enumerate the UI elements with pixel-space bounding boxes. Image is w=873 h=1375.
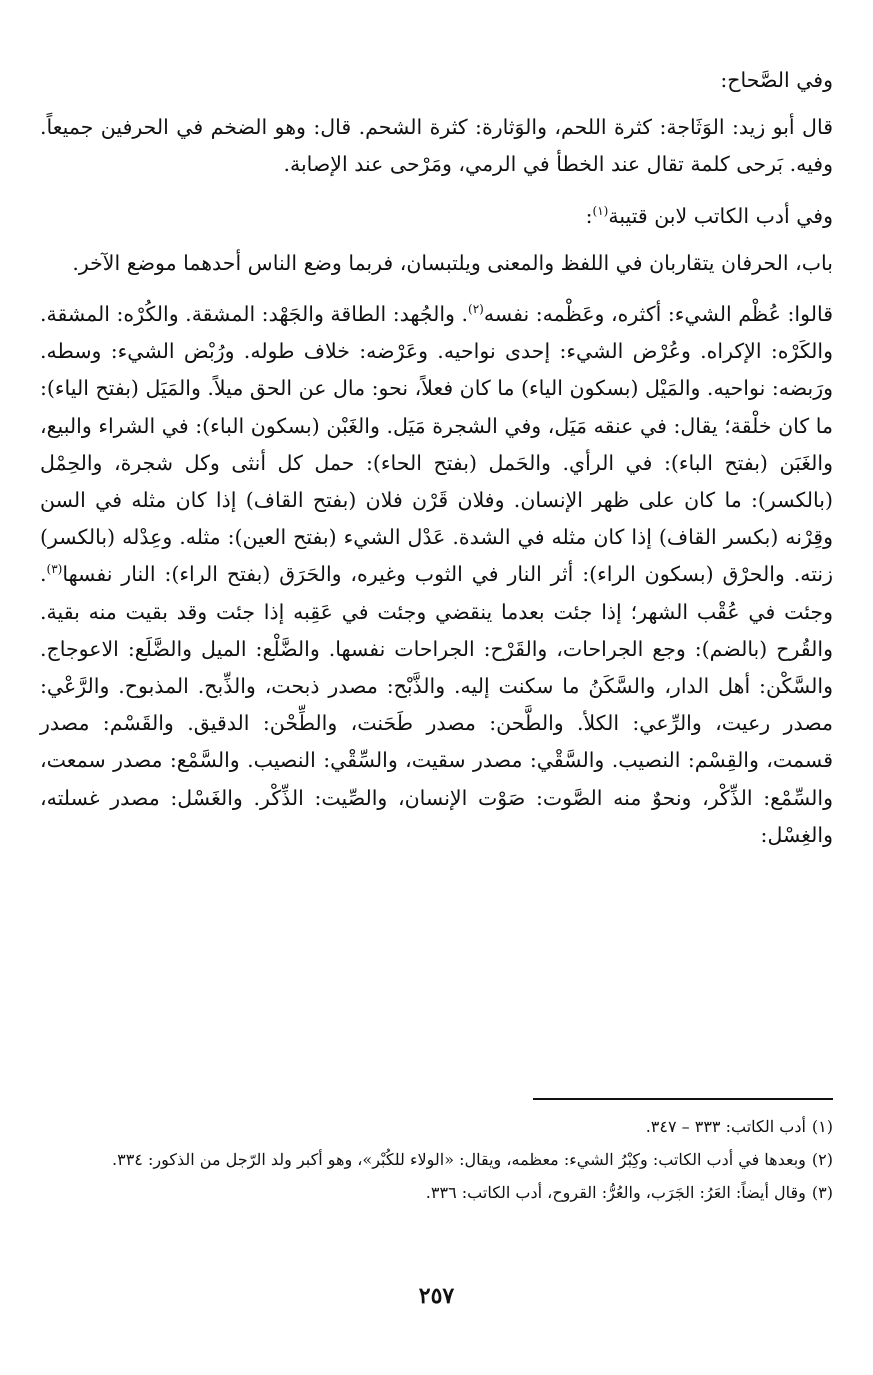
footnote-number: (١) (811, 1117, 833, 1136)
paragraph-sihah-heading: وفي الصَّحاح: (720, 68, 833, 92)
footnote-1 (40, 1112, 833, 1141)
footnote-number: (٢) (811, 1150, 833, 1169)
footnotes (40, 1112, 833, 1211)
definitions-part-1: قالوا: عُظْم الشيء: أكثره، وعَظْمه: نفسه (483, 302, 834, 327)
paragraph-abu-zayd: قال أبو زيد: الوَثَاجة: كثرة اللحم، والوَثارة: كثرة الشحم. قال: وهو الضخم في الحرفين جميعاً. وفيه. بَرحى كلمة تقال عند الخطأ في الرمي، ومَرْحى عند الإصابة. (40, 115, 833, 177)
footnote-ref-1: (١) (592, 203, 609, 218)
footnote-3 (40, 1178, 833, 1207)
footnote-text: أدب الكاتب: ٣٣٣ – ٣٤٧. (645, 1117, 806, 1136)
footnote-text: وبعدها في أدب الكاتب: وكِبْرُ الشيء: معظمه، ويقال: «الولاء للكُبْر»، وهو أكبر ولد الرّجل من الذكور: ٣٣٤. (112, 1150, 806, 1169)
definitions-part-2: . والجُهد: الطاقة والجَهْد: المشقة. والكُرْه: المشقة. والكَرْه: الإكراه. وعُرْض الشيء: إحدى نواحيه. وعَرْضه: خلاف طوله. ورُبْض الشيء: وسطه. ورَبضه: نواحيه. والمَيْل (بسكون الياء) ما كان فعلاً، نحو: مال عن الحق ميلاً. والمَيَل (بفتح الياء): ما كان خلْقة؛ يقال: في عنقه مَيَل، وفي الشجرة مَيَل. والغَبْن (بسكون الباء): في الشراء والبيع، والغَبَن (بفتح الباء): في الرأي. والحَمل (بفتح الحاء): حمل كل أنثى وكل شجرة، والحِمْل (بالكسر): ما كان على ظهر الإنسان. وفلان قَرْن فلان (بفتح القاف) إذا كان مثله في السن وقِرْنه (بكسر القاف) إذا كان مثله في الشدة. عَدْل الشيء (بفتح العين): مثله. وعِدْله (بالكسر) زنته. والحرْق (بسكون الراء): أثر النار في الثوب وغيره، والحَرَق (بفتح الراء): النار نفسها (40, 302, 833, 587)
footnote-divider (533, 1098, 833, 1100)
footnote-2 (40, 1145, 833, 1174)
footnote-ref-2: (٢) (468, 302, 484, 317)
footnote-ref-3: (٣) (46, 562, 63, 577)
page-number: ٢٥٧ (418, 1283, 455, 1309)
footnote-number: (٣) (811, 1183, 833, 1202)
definitions-part-3: . وجئت في عُقْب الشهر؛ إذا جئت بعدما ينقضي وجئت في عَقِبه إذا جئت وقد بقيت منه بقية. والقُرح (بالضم): وجع الجراحات، والقَرْح: الجراحات نفسها. والضَّلْع: الميل والضَّلَع: الاعوجاج. والسَّكْن: أهل الدار، والسَّكَنُ ما سكنت إليه. والذَّبْح: مصدر ذبحت، والذِّبح. المذبوح. والرَّعْي: مصدر رعيت، والرِّعي: الكلأ. والطَّحن: مصدر طَحَنت، والطِّحْن: الدقيق. والقَسْم: مصدر قسمت، والقِسْم: النصيب. والسَّقْي: مصدر سقيت، والسِّقْي: النصيب. والسَّمْع: مصدر سمعت، والسِّمْع: الذِّكْر، ونحوٌ منه الصَّوت: صَوْت الإنسان، والصِّيت: الذِّكْر. والغَسْل: مصدر غسلته، والغِسْل: (40, 562, 833, 847)
paragraph-definitions (40, 296, 833, 854)
paragraph-adab-heading (40, 198, 833, 235)
paragraph-chapter: باب، الحرفان يتقاربان في اللفظ والمعنى ويلتبسان، فربما وضع الناس أحدهما موضع الآخر. (72, 250, 833, 275)
adab-heading-text: وفي أدب الكاتب لابن قتيبة (608, 203, 833, 228)
adab-heading-colon: : (585, 203, 593, 228)
footnote-text: وقال أيضاً: العَرُ: الجَرَب، والعُرُّ: القروح، أدب الكاتب: ٣٣٦. (425, 1183, 806, 1202)
